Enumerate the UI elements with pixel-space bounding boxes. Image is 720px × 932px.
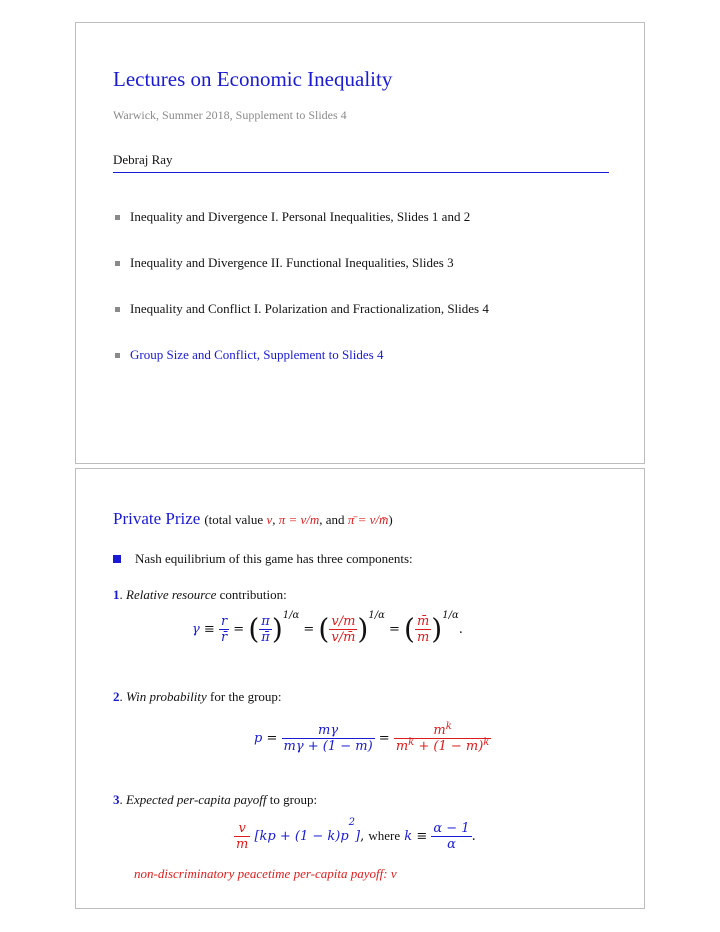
equation-probability: p = $\frac{m\gamma}{m\gamma + (1 - m)}$ = $\frac{m^k}{m^k + (1 - m)^k}$ — [254, 721, 490, 754]
note-prefix: (total value — [204, 512, 267, 527]
intro-text: Nash equilibrium of this game has three components: — [135, 551, 413, 566]
step-italic: Expected per-capita payoff — [126, 792, 267, 807]
content-slide — [75, 468, 645, 909]
step-1-label: 1. Relative resource contribution: — [113, 587, 287, 602]
step-italic: Win probability — [126, 689, 207, 704]
step-number: 3 — [113, 792, 120, 807]
step-2-label: 2. Win probability for the group: — [113, 689, 282, 704]
step-rest: to group: — [266, 792, 318, 807]
step-number: 2 — [113, 689, 120, 704]
list-item-current[interactable] — [115, 347, 383, 363]
bullet-square-icon — [115, 215, 120, 220]
list-item — [115, 301, 489, 317]
title-slide — [75, 22, 645, 464]
peacetime-value: v — [390, 866, 397, 881]
slide-heading — [113, 509, 393, 529]
title-divider — [113, 172, 609, 173]
list-item-label: Inequality and Divergence II. Functional Inequalities, Slides 3 — [130, 255, 454, 270]
note-v: v — [266, 512, 273, 527]
peacetime-payoff-note: non-discriminatory peacetime per-capita payoff: v — [134, 866, 397, 881]
heading-title: Private Prize — [113, 509, 201, 528]
list-item-label: Inequality and Divergence I. Personal Inequalities, Slides 1 and 2 — [130, 209, 471, 224]
bullet-square-icon — [115, 261, 120, 266]
heading-note: (total value v, π = v/m, and π̄ = v/m̄) — [204, 512, 393, 527]
note-suffix: ) — [388, 512, 393, 527]
list-item — [115, 255, 454, 271]
bullet-square-icon — [113, 555, 121, 563]
note-and: , and — [319, 512, 348, 527]
equation-gamma: γ ≡ $\frac{r}{r̄}$ = ( $\frac{\pi}{\pī}$ )$^{1/\alpha}$ = ( $\frac{v/m}{v/m̄}$ )$^{1/\alpha}$ = ( $\frac{m̄}{m}$ )$^{1/\alpha}$. — [192, 610, 463, 646]
note-pi: π = v/m — [278, 512, 320, 527]
intro-bullet — [113, 551, 413, 567]
author-name: Debraj Ray — [113, 152, 173, 167]
lecture-title: Lectures on Economic Inequality — [113, 67, 393, 91]
note-pibar: π̄ = v/m̄ — [347, 512, 389, 527]
where-text: where — [368, 828, 401, 843]
step-number: 1 — [113, 587, 120, 602]
list-item — [115, 209, 470, 225]
list-item-label: Group Size and Conflict, Supplement to Slides 4 — [130, 347, 384, 362]
step-3-label: 3. Expected per-capita payoff to group: — [113, 792, 318, 807]
step-rest: contribution: — [216, 587, 287, 602]
step-italic: Relative resource — [126, 587, 217, 602]
peacetime-label: non-discriminatory peacetime per-capita payoff — [134, 866, 384, 881]
lecture-subtitle: Warwick, Summer 2018, Supplement to Slides 4 — [113, 108, 347, 122]
step-rest: for the group: — [206, 689, 282, 704]
list-item-label: Inequality and Conflict I. Polarization and Fractionalization, Slides 4 — [130, 301, 489, 316]
equation-payoff: $\frac{v}{m}$ $[kp + (1 - k)p^2]$, where k ≡ $\frac{\alpha - 1}{\alpha}$ . — [236, 817, 476, 852]
bullet-square-icon — [115, 353, 120, 358]
bullet-square-icon — [115, 307, 120, 312]
